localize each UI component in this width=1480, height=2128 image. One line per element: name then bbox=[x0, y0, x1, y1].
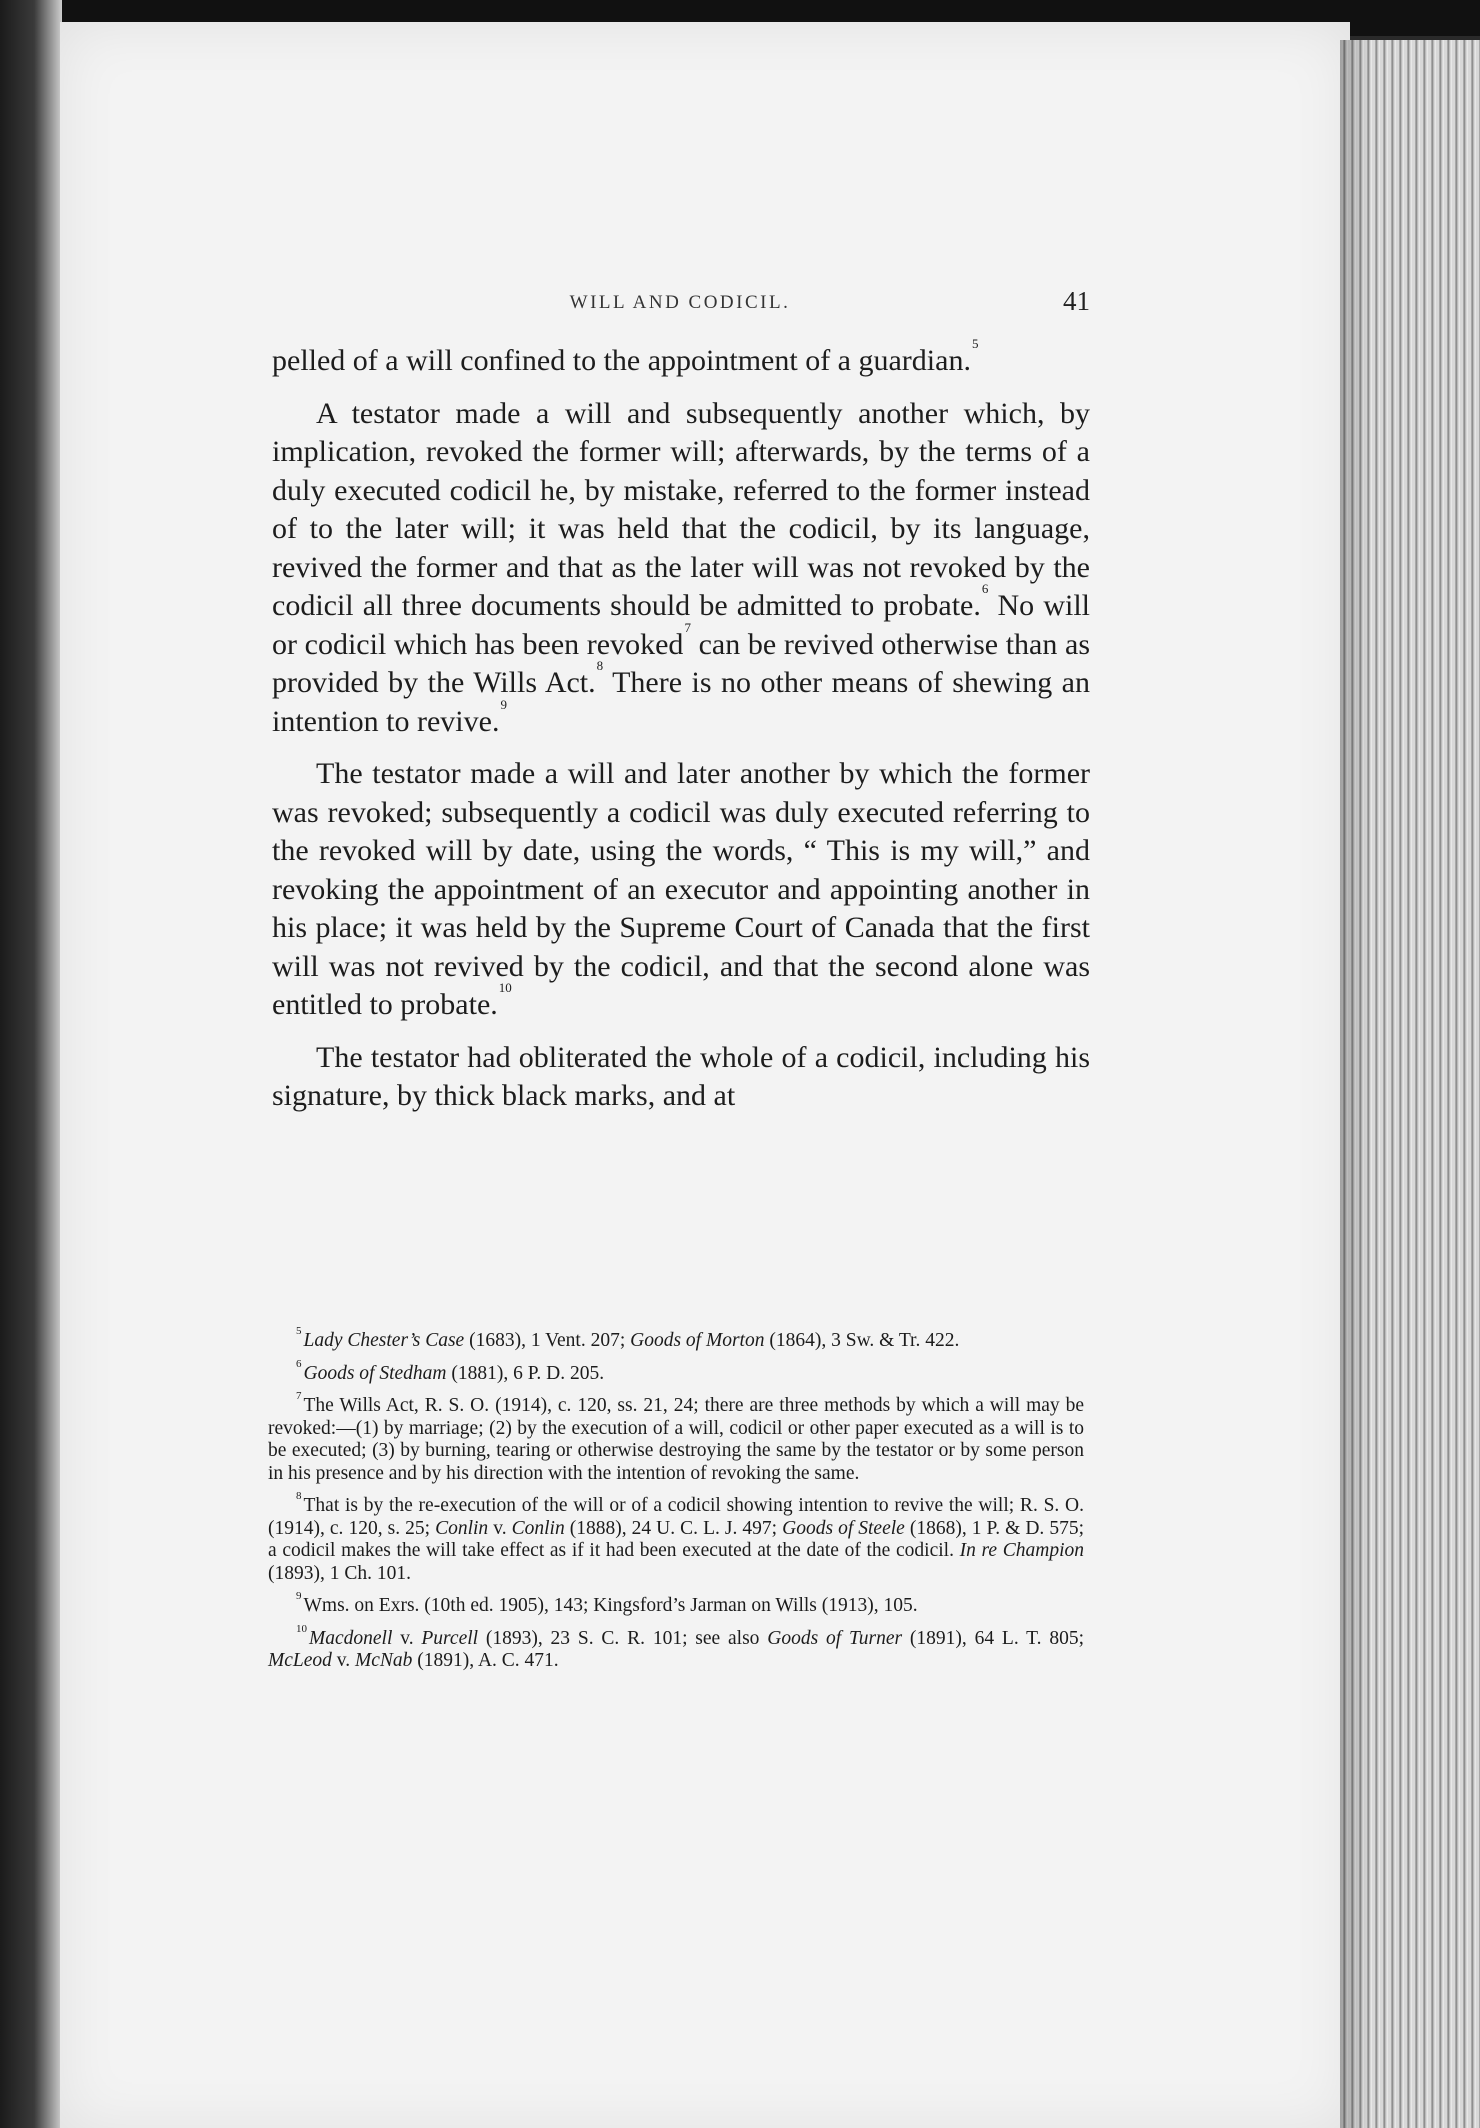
running-title: WILL AND CODICIL. bbox=[569, 292, 791, 313]
paragraph-text: can be revived otherwise than as provided by the Wills Act. bbox=[272, 627, 1090, 699]
paragraph bbox=[272, 1039, 1090, 1116]
footnote-marker: 8 bbox=[296, 1490, 302, 1502]
paragraph bbox=[272, 336, 1090, 381]
footnote-text: (1881), 6 P. D. 205. bbox=[446, 1362, 605, 1384]
footnote bbox=[268, 1357, 1084, 1386]
footnote-citation-title: In re Champion bbox=[959, 1540, 1084, 1561]
footnote-citation-title: McNab bbox=[355, 1650, 413, 1671]
footnote-text: v. bbox=[488, 1517, 512, 1539]
footnotes bbox=[268, 1325, 1085, 1683]
paragraph bbox=[272, 395, 1090, 742]
footnote bbox=[268, 1390, 1084, 1485]
footnote-citation-title: Goods of Morton bbox=[630, 1330, 765, 1351]
running-head bbox=[270, 286, 1090, 326]
footnote-marker: 5 bbox=[296, 1325, 302, 1337]
footnote-citation-title: Lady Chester’s Case bbox=[303, 1330, 465, 1351]
footnote-marker: 7 bbox=[296, 1390, 302, 1402]
footnote-ref: 8 bbox=[596, 658, 604, 673]
footnote-marker: 10 bbox=[296, 1622, 307, 1635]
paragraph-text: A testator made a will and subsequently another which, by implication, revoked the former will; afterwards, by the terms of a duly executed codicil he, by mistake, referred to the former instead of to the later will; it was held that the codicil, by its language, revived the former and that as the later will was not revoked by the codicil all three documents should be admitted to probate. bbox=[272, 396, 1090, 622]
footnote-text: Wms. on Exrs. (10th ed. 1905), 143; Kingsford’s Jarman on Wills (1913), 105. bbox=[303, 1595, 918, 1616]
footnote-text: (1891), 64 L. T. 805; bbox=[902, 1627, 1084, 1649]
footnote-ref: 5 bbox=[971, 336, 979, 351]
footnote-citation-title: Macdonell bbox=[309, 1627, 393, 1649]
footnote-text: (1868), 1 P. & D. 575; a codicil makes the will take effect as if it had been executed at the date of the codicil. bbox=[268, 1517, 1085, 1561]
footnote-citation-title: McLeod bbox=[268, 1650, 332, 1671]
paragraph-text: No will or codicil which has been revoked bbox=[272, 589, 1090, 661]
paragraph-text: pelled of a will confined to the appointment of a guardian. bbox=[272, 344, 971, 377]
footnote-text: The Wills Act, R. S. O. (1914), c. 120, ss. 21, 24; there are three methods by which a will may be revoked:—(1) by marriage; (2) by the execution of a will, codicil or other paper executed as a will is to be executed; (3) by burning, tearing or otherwise destroying the same by the testator or by some person in his presence and by his direction with the intention of revoking the same. bbox=[268, 1395, 1084, 1484]
footnote-citation-title: Goods of Stedham bbox=[303, 1362, 447, 1384]
footnote bbox=[268, 1622, 1084, 1673]
footnote-ref: 6 bbox=[981, 581, 989, 596]
paragraph-text: The testator made a will and later another by which the former was revoked; subsequently a codicil was duly executed referring to the revoked will by date, using the words, “ This is my will,” and revoking the appointment of an executor and appointing another in his place; it was held by the Supreme Court of Canada that the first will was not revived by the codicil, and that the second alone was entitled to probate. bbox=[272, 757, 1090, 1021]
footnote-text: (1888), 24 U. C. L. J. 497; bbox=[564, 1517, 783, 1539]
footnote bbox=[268, 1325, 1084, 1353]
footnote-text: (1893), 23 S. C. R. 101; see also bbox=[478, 1627, 768, 1649]
footnote-citation-title: Goods of Turner bbox=[767, 1627, 903, 1649]
page-number: 41 bbox=[1063, 286, 1090, 316]
footnote-marker: 9 bbox=[296, 1590, 302, 1602]
footnote-citation-title: Goods of Steele bbox=[782, 1517, 905, 1539]
body-text bbox=[272, 336, 1090, 1130]
footnote-ref: 10 bbox=[498, 980, 512, 995]
footnote-marker: 6 bbox=[296, 1357, 302, 1370]
footnote-citation-title: Conlin bbox=[511, 1517, 565, 1539]
footnote-text: That is by the re-execution of the will or of a codicil showing intention to revive the will; R. S. O. (1914), c. 120, s. 25; bbox=[268, 1495, 1084, 1539]
footnote-citation-title: Conlin bbox=[435, 1517, 489, 1539]
footnote-citation-title: Purcell bbox=[421, 1627, 479, 1649]
footnote-text: (1891), A. C. 471. bbox=[412, 1650, 559, 1671]
footnote-text: v. bbox=[331, 1650, 356, 1671]
footnote-text: v. bbox=[392, 1627, 422, 1649]
page-edges-shadow bbox=[1340, 40, 1370, 2128]
paragraph-text: The testator had obliterated the whole of a codicil, including his signature, by thick black marks, and at bbox=[272, 1040, 1090, 1112]
footnote-text: (1683), 1 Vent. 207; bbox=[464, 1330, 631, 1351]
footnote-text: (1893), 1 Ch. 101. bbox=[268, 1562, 411, 1584]
paragraph bbox=[272, 755, 1090, 1025]
paragraph-text: There is no other means of shewing an intention to revive. bbox=[272, 666, 1090, 738]
footnote bbox=[268, 1590, 1084, 1618]
footnote bbox=[268, 1490, 1085, 1585]
footnote-ref: 9 bbox=[500, 696, 507, 712]
footnote-text: (1864), 3 Sw. & Tr. 422. bbox=[764, 1330, 960, 1351]
book-gutter bbox=[0, 0, 62, 2128]
footnote-ref: 7 bbox=[684, 619, 691, 635]
